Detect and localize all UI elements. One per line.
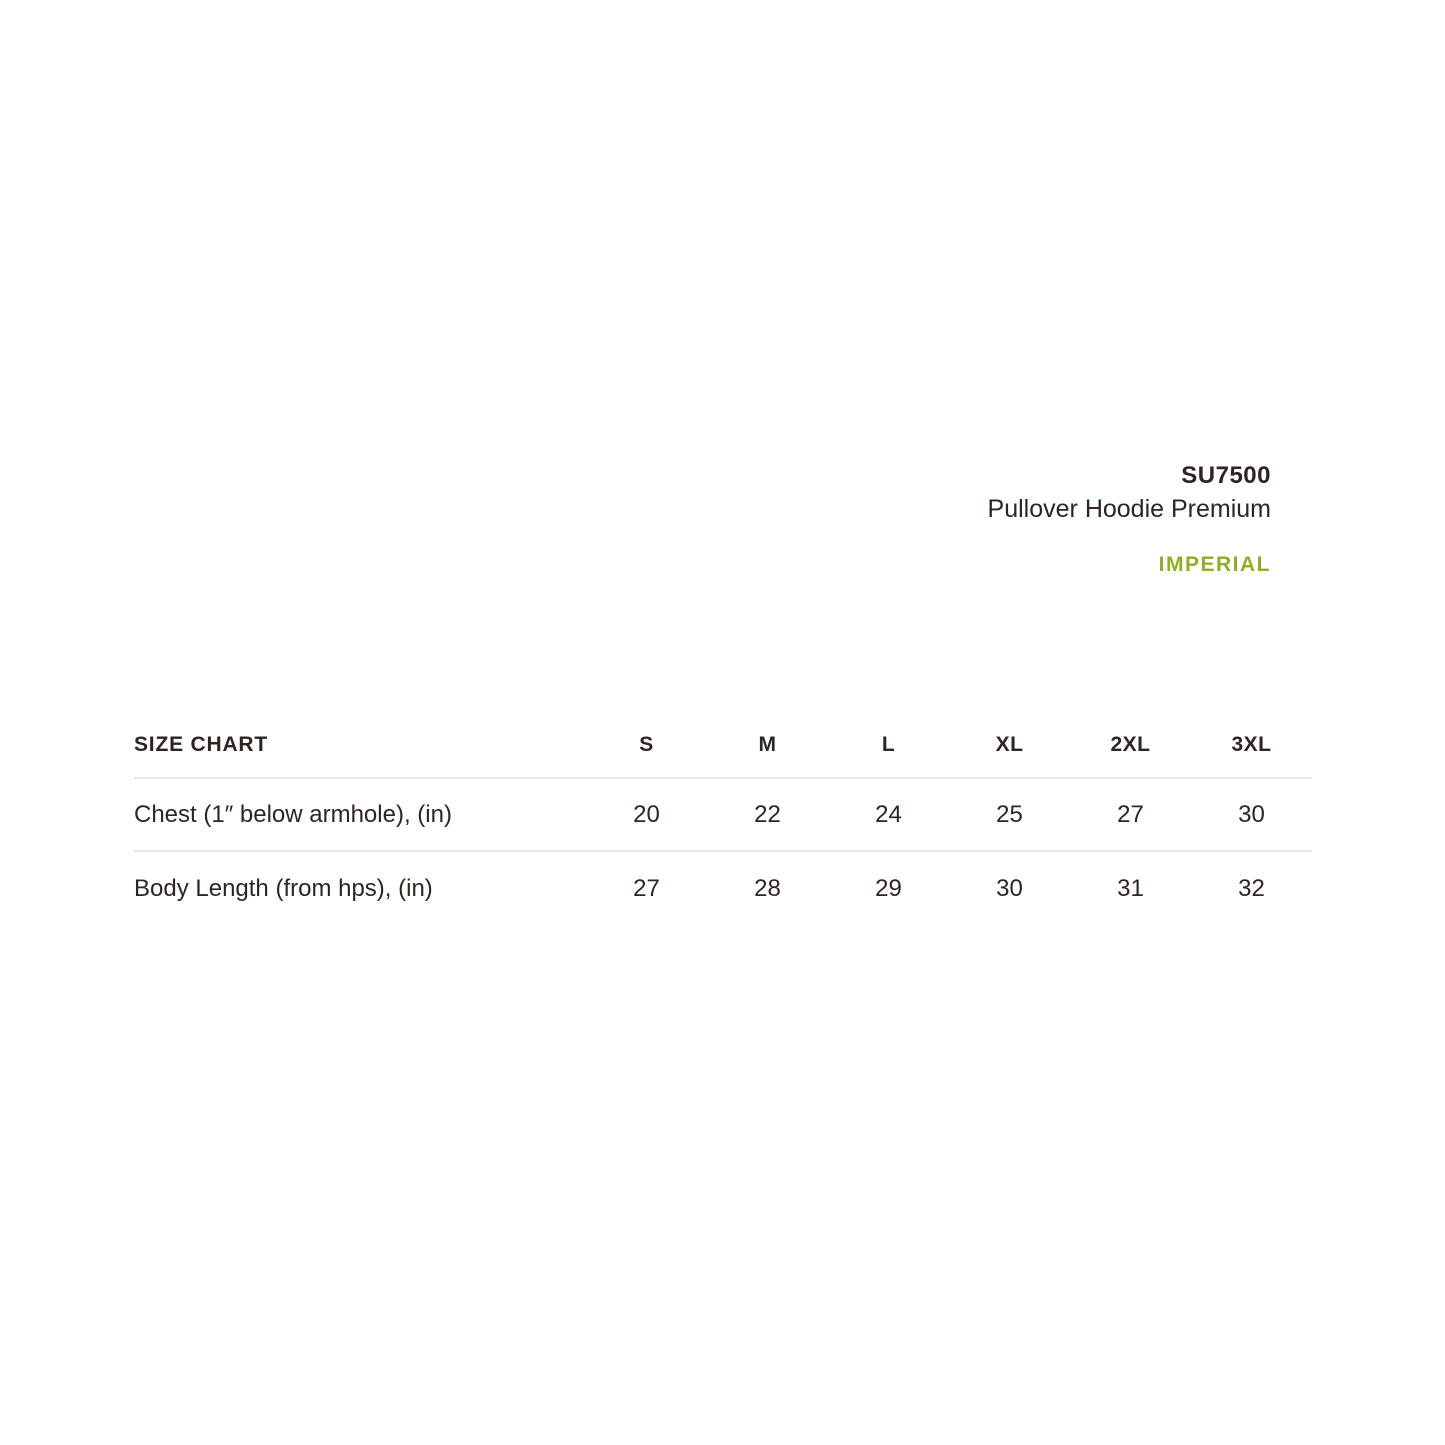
size-chart-table [134,712,1312,925]
chest-value-m: 22 [754,800,781,828]
chest-value-2xl: 27 [1117,800,1144,828]
column-header-xl: XL [995,732,1024,756]
chest-value-l: 24 [875,800,902,828]
chest-value-s: 20 [633,800,660,828]
product-header [988,461,1271,577]
column-header-m: M [758,732,777,756]
row-label-chest: Chest (1″ below armhole), (in) [134,800,452,828]
body-length-value-3xl: 32 [1238,874,1265,902]
chest-value-3xl: 30 [1238,800,1265,828]
body-length-value-l: 29 [875,874,902,902]
row-label-body-length: Body Length (from hps), (in) [134,874,433,902]
column-header-3xl: 3XL [1231,732,1272,756]
body-length-value-xl: 30 [996,874,1023,902]
chest-value-xl: 25 [996,800,1023,828]
body-length-value-2xl: 31 [1117,874,1144,902]
column-header-2xl: 2XL [1110,732,1151,756]
table-row-body-length [134,852,1312,925]
product-code: SU7500 [1181,462,1271,489]
column-header-l: L [881,732,896,756]
size-chart-header-row [134,712,1312,779]
unit-system-label: IMPERIAL [1158,553,1271,577]
product-name: Pullover Hoodie Premium [987,495,1271,523]
body-length-value-s: 27 [633,874,660,902]
table-row-chest [134,779,1312,852]
body-length-value-m: 28 [754,874,781,902]
size-chart-title: SIZE CHART [134,732,268,756]
column-header-s: S [639,732,654,756]
